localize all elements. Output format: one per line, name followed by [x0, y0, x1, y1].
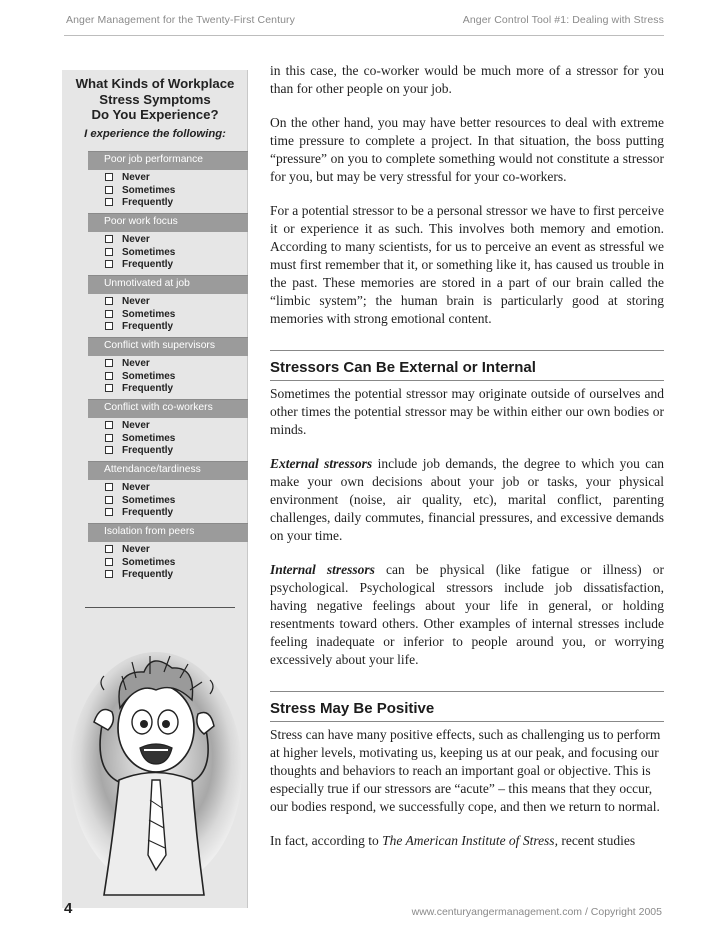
- frequency-option[interactable]: [105, 234, 150, 246]
- symptom-category-label: Attendance/tardiness: [104, 464, 201, 475]
- symptom-category-label: Poor work focus: [104, 216, 178, 227]
- checkbox[interactable]: [105, 310, 113, 318]
- frequency-option[interactable]: [105, 296, 150, 308]
- frequency-option[interactable]: [105, 247, 175, 259]
- section-rule: [270, 721, 664, 722]
- frequency-option-label: Frequently: [122, 321, 174, 332]
- frequency-option-label: Never: [122, 296, 150, 307]
- checkbox[interactable]: [105, 545, 113, 553]
- term-external-stressors: External stressors: [270, 456, 373, 471]
- sidebar-title-line: Stress Symptoms: [99, 91, 211, 107]
- symptom-category: [88, 151, 248, 170]
- frequency-option[interactable]: [105, 259, 173, 271]
- symptom-category-label: Unmotivated at job: [104, 278, 190, 289]
- paragraph: Sometimes the potential stressor may originate outside of ourselves and other times the potential stressor may be within either our own bodies or minds.: [270, 386, 664, 437]
- section-rule: [270, 350, 664, 351]
- frequency-option-label: Frequently: [122, 569, 174, 580]
- symptom-category: [88, 523, 248, 542]
- frequency-option-label: Sometimes: [122, 246, 176, 258]
- sidebar-subtitle: I experience the following:: [84, 128, 226, 140]
- paragraph-text: include job demands, the degree to which you can make your own decisions about your job or tasks, your physical environment (noise, air quality, etc), marital conflict, parenting challenges, daily commutes, financial pressures, and excessive demands on your time.: [270, 456, 664, 543]
- paragraph-text: In fact, according to: [270, 833, 383, 848]
- symptom-category: [88, 337, 248, 356]
- frequency-option[interactable]: [105, 433, 175, 445]
- symptom-category-label: Conflict with supervisors: [104, 340, 216, 351]
- checkbox[interactable]: [105, 322, 113, 330]
- frequency-option[interactable]: [105, 557, 175, 569]
- frequency-option[interactable]: [105, 445, 173, 457]
- running-header-left: Anger Management for the Twenty-First Century: [66, 14, 295, 26]
- frequency-option[interactable]: [105, 544, 150, 556]
- frequency-option[interactable]: [105, 371, 175, 383]
- paragraph: For a potential stressor to be a personal stressor we have to first perceive it or experience it as such. This involves both memory and emotion. According to many scientists, for us to perceive an event as stressful we must first remember that it, or something like it, has caused us trouble in the past. These memories are stored in a part of our brain called the “limbic system”; the human brain is particularly good at storing memories with strong emotional content.: [270, 203, 664, 326]
- frequency-option[interactable]: [105, 197, 173, 209]
- frequency-option[interactable]: [105, 383, 173, 395]
- main-text-column: [270, 60, 664, 850]
- symptom-category: [88, 275, 248, 294]
- frequency-option[interactable]: [105, 569, 173, 581]
- frequency-option-label: Sometimes: [122, 308, 176, 320]
- checkbox[interactable]: [105, 198, 113, 206]
- reference-title: The American Institute of Stress,: [382, 833, 558, 848]
- symptom-category-label: Poor job performance: [104, 154, 204, 165]
- frequency-option-label: Frequently: [122, 445, 174, 456]
- stressed-person-illustration: [64, 630, 244, 900]
- checkbox[interactable]: [105, 260, 113, 268]
- frequency-option-label: Never: [122, 544, 150, 555]
- checkbox[interactable]: [105, 508, 113, 516]
- symptom-category: [88, 461, 248, 480]
- checkbox[interactable]: [105, 558, 113, 566]
- checkbox[interactable]: [105, 186, 113, 194]
- symptom-category: [88, 399, 248, 418]
- section-heading: Stress May Be Positive: [270, 700, 435, 717]
- paragraph: in this case, the co-worker would be much more of a stressor for you than for other people on your job.: [270, 63, 664, 96]
- checkbox[interactable]: [105, 421, 113, 429]
- frequency-option-label: Never: [122, 482, 150, 493]
- checkbox[interactable]: [105, 384, 113, 392]
- frequency-option[interactable]: [105, 420, 150, 432]
- frequency-option[interactable]: [105, 507, 173, 519]
- paragraph: Stress can have many positive effects, such as challenging us to perform at higher levels, motivating us, keeping us at our peak, and focusing our thoughts and behaviors to reach an important goal or objective. This is especially true if our stressors are “acute” – this means that they occur, our bodies respond, we successfully cope, and then we return to normal.: [270, 727, 661, 814]
- term-internal-stressors: Internal stressors: [270, 562, 375, 577]
- frequency-option[interactable]: [105, 309, 175, 321]
- frequency-option[interactable]: [105, 321, 173, 333]
- frequency-option-label: Sometimes: [122, 556, 176, 568]
- sidebar-title-line: Do You Experience?: [91, 107, 219, 122]
- running-header-right: Anger Control Tool #1: Dealing with Stress: [462, 14, 664, 26]
- paragraph-text: recent studies: [557, 833, 636, 848]
- checkbox[interactable]: [105, 483, 113, 491]
- page-number: 4: [64, 900, 73, 917]
- frequency-option[interactable]: [105, 172, 150, 184]
- checkbox[interactable]: [105, 446, 113, 454]
- checkbox[interactable]: [105, 496, 113, 504]
- frequency-option-label: Never: [122, 172, 150, 183]
- frequency-option-label: Sometimes: [122, 370, 176, 382]
- frequency-option[interactable]: [105, 482, 150, 494]
- checkbox[interactable]: [105, 297, 113, 305]
- checkbox[interactable]: [105, 235, 113, 243]
- section-rule: [270, 691, 664, 692]
- frequency-option-label: Frequently: [122, 197, 174, 208]
- frequency-option[interactable]: [105, 185, 175, 197]
- checkbox[interactable]: [105, 434, 113, 442]
- frequency-option-label: Sometimes: [122, 432, 176, 444]
- frequency-option-label: Frequently: [122, 383, 174, 394]
- frequency-option-label: Sometimes: [122, 494, 176, 506]
- frequency-option[interactable]: [105, 495, 175, 507]
- paragraph: [270, 561, 664, 669]
- checkbox[interactable]: [105, 359, 113, 367]
- sidebar-title-line: What Kinds of Workplace: [75, 76, 235, 91]
- sidebar-rule: [85, 607, 235, 608]
- checkbox[interactable]: [105, 173, 113, 181]
- checkbox[interactable]: [105, 372, 113, 380]
- frequency-option-label: Never: [122, 234, 150, 245]
- paragraph-text: can be physical (like fatigue or illness) or psychological. Psychological stressors include job dissatisfaction, having negative feelings about your life in general, or holding resentments toward others. Other examples of internal stresses include feeling inadequate or inferior to people around you, or worrying excessively about your life.: [270, 562, 664, 667]
- frequency-option-label: Sometimes: [122, 184, 176, 196]
- header-rule: [64, 35, 664, 36]
- frequency-option-label: Frequently: [122, 507, 174, 518]
- checkbox[interactable]: [105, 248, 113, 256]
- paragraph: [270, 455, 664, 545]
- paragraph: On the other hand, you may have better resources to deal with extreme time pressure to complete a project. In that situation, the boss putting “pressure” on you to complete something would not constitute a stressor for you, but may be very stressful for your co-workers.: [270, 115, 664, 184]
- frequency-option[interactable]: [105, 358, 150, 370]
- symptom-category-label: Conflict with co-workers: [104, 402, 213, 413]
- footer-copyright: www.centuryangermanagement.com / Copyright 2005: [411, 906, 662, 918]
- paragraph: [270, 832, 664, 850]
- checkbox[interactable]: [105, 570, 113, 578]
- frequency-option-label: Never: [122, 420, 150, 431]
- frequency-option-label: Frequently: [122, 259, 174, 270]
- section-rule: [270, 380, 664, 381]
- frequency-option-label: Never: [122, 358, 150, 369]
- section-heading: Stressors Can Be External or Internal: [270, 359, 536, 376]
- symptom-category-label: Isolation from peers: [104, 526, 195, 537]
- sidebar-title: [62, 76, 248, 123]
- symptom-category: [88, 213, 248, 232]
